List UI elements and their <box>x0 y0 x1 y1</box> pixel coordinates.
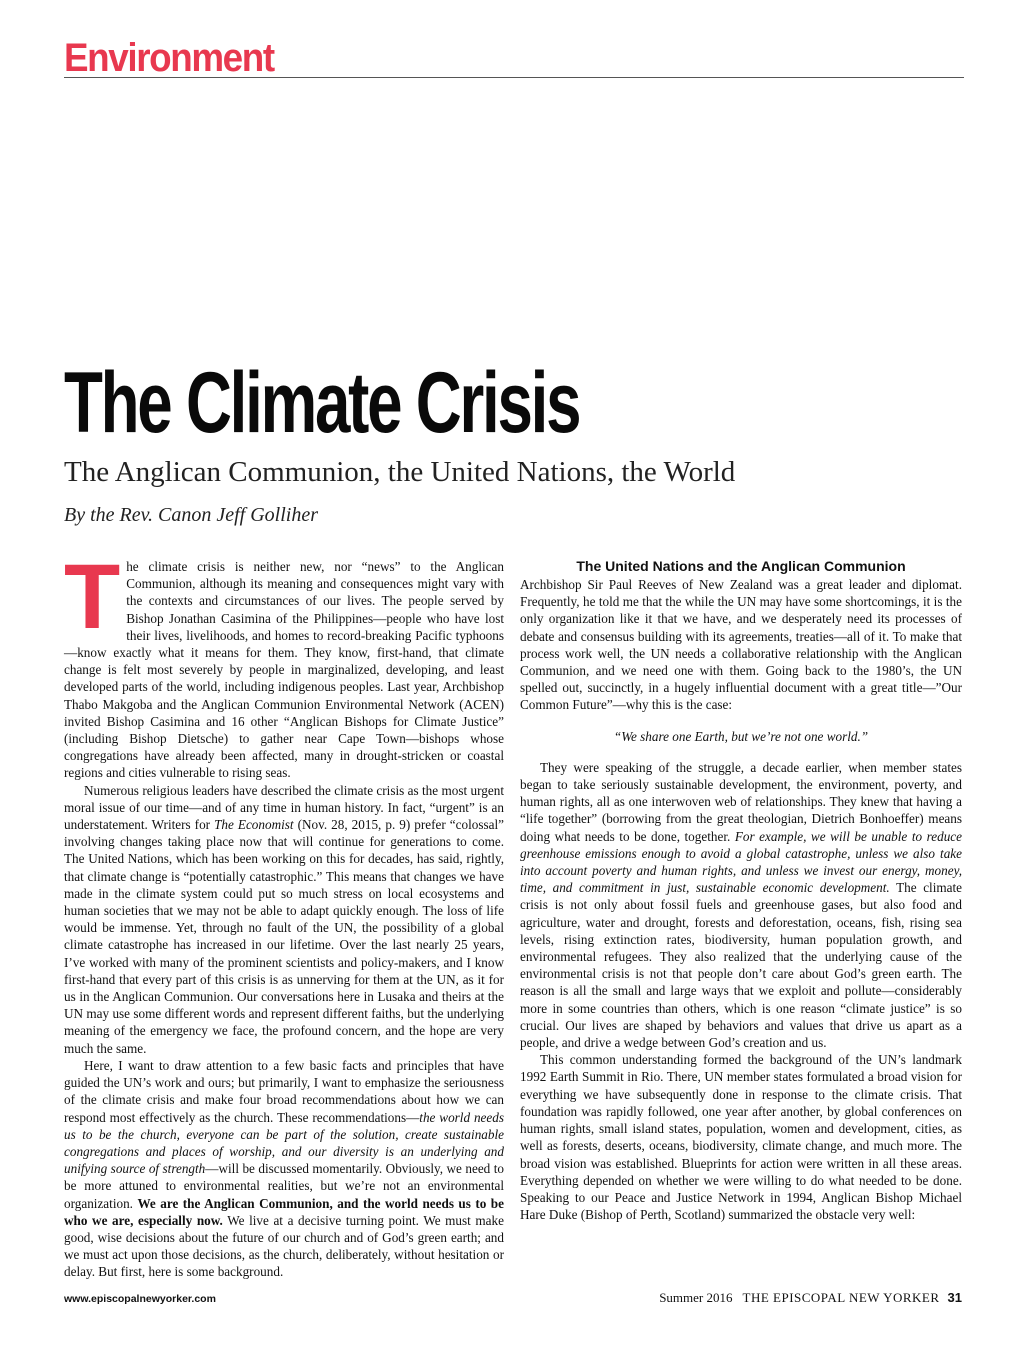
paragraph-struggle-text-b: The climate crisis is not only about fossil fuels and greenhouse gases, but also food and agriculture, water and drought, forests and deforestation, oceans, fish, rising sea levels, rising extinction rates, biodiversity, human population growth, and environmental refugees. They also realized that the underlying cause of the environmental crisis is not that people don’t care about God’s green earth. The reason is all the small and large ways that we exploit and pollute—considerably more in some countries than others, which is one reason “climate justice” is so crucial. Our lives are shaped by behaviors and values that drive us apart as a people, and drive a wedge between God’s creation and us. <box>520 880 963 1051</box>
right-column <box>520 558 962 1223</box>
paragraph-struggle-text-a: They were speaking of the struggle, a decade earlier, when member states began to take seriously sustainable development, the environment, poverty, and human rights, all as one interwoven web of relationships. They knew that having a “life together” (borrowing from the great theologian, Dietrich Bonhoeffer) means doing what needs to be done, together. <box>520 759 962 844</box>
footer-publication: THE EPISCOPAL NEW YORKER <box>742 1290 940 1305</box>
paragraph-recommendations <box>64 1057 504 1281</box>
drop-cap: T <box>64 546 121 648</box>
article-title: The Climate Crisis <box>64 355 580 451</box>
article-byline: By the Rev. Canon Jeff Golliher <box>64 504 318 526</box>
footer-url: www.episcopalnewyorker.com <box>64 1293 216 1305</box>
footer-info <box>659 1290 962 1306</box>
paragraph-urgency-text-a: Numerous religious leaders have described the climate crisis as the most urgent moral issue of our time—and of any time in human history. In fact, “urgent” is an understatement. Writers for <box>64 782 504 833</box>
paragraph-struggle <box>520 759 962 1051</box>
paragraph-intro <box>64 546 504 782</box>
paragraph-earth-summit: This common understanding formed the background of the UN’s landmark 1992 Earth Summit in Rio. There, UN member states formulated a broad vision for everything we have subsequently done in response to the climate crisis. That foundation was rapidly followed, one year after another, by global conferences on human rights, small island states, population, women and development, cities, as well as forests, deserts, oceans, biodiversity, climate change, and much more. The broad vision was established. Blueprints for action were written in all these areas. Everything depended on whether we were willing to do what needed to be done. Speaking to our Peace and Justice Network in 1994, Anglican Bishop Michael Hare Duke (Bishop of Perth, Scotland) summarized the obstacle very well: <box>520 1052 962 1223</box>
article-subtitle: The Anglican Communion, the United Nations, the World <box>64 456 736 488</box>
paragraph-intro-text: he climate crisis is neither new, nor “news” to the Anglican Communion, although its meaning and consequences might vary with the contexts and circumstances of our lives. The people served by Bishop Jonathan Casimina of the Philippines—people who have lost their lives, livelihoods, and homes to record-breaking Pacific typhoons—know exactly what it means for them. They know, first-hand, that climate change is felt most severely by people in marginalized, developing, and least developed parts of the world, including indigenous peoples. Last year, Archbishop Thabo Makgoba and the Anglican Communion Environmental Network (ACEN) invited Bishop Casimina and 16 other “Anglican Bishops for Climate Justice” (including Bishop Dietsche) to gather near Cape Town—bishops whose congregations have already been affected, many in drought-stricken or coastal regions and cities vulnerable to rising seas. <box>64 559 504 781</box>
recommendations-bold: We are the Anglican Communion, and the world needs us to be who we are, especially now. <box>64 1195 504 1228</box>
page-number: 31 <box>947 1290 962 1305</box>
paragraph-reeves: Archbishop Sir Paul Reeves of New Zealand was a great leader and diplomat. Frequently, he told me that the while the UN may have some shortcomings, it is the only organization like it that we have, and we desperately need its processes of debate and consensus building with its agreements, treaties—all of it. To make that process work well, the UN needs a collaborative relationship with the Anglican Communion, and we need one with them. Going back to the 1980’s, the UN spelled out, succinctly, in a hugely influential document with a great title—”Our Common Future”—why this is the case: <box>520 577 962 713</box>
paragraph-recommendations-text-b: —will be discussed momentarily. Obviously, we need to be more attuned to environmental realities, but we’re not an environmental organization. <box>64 1161 504 1211</box>
footer-issue: Summer 2016 <box>659 1290 733 1305</box>
paragraph-urgency-text-b: (Nov. 28, 2015, p. 9) prefer “colossal” involving changes taking place now that will continue for generations to come. The United Nations, which has been working on this for decades, has said, rightly, that climate change is “potentially catastrophic.” This means that changes we have made in the climate system could put so much stress on local ecosystems and human societies that we may not be able to adapt quickly enough. The loss of life would be immense. Yet, through no fault of the UN, the possibility of a global climate catastrophe has increased in our lifetime. Over the last nearly 25 years, I’ve worked with many of the prominent scientists and policy-makers, and I know first-hand that every part of this crisis is as unnerving for them at the UN, as it for us in the Anglican Communion. Our conversations here in Lusaka and theirs at the UN may use some different words and represent different faiths, but the underlying meaning of the emergency we face, the profound concern, and the hope are very much the same. <box>64 817 504 1056</box>
section-heading: Environment <box>64 36 274 80</box>
left-column <box>64 546 504 1281</box>
section-subhead: The United Nations and the Anglican Communion <box>576 558 906 574</box>
recommendations-italic: the world needs us to be the church, everyone can be part of the solution, create sustainable congregations and places of worship, and our diversity is an underlying and unifying source of strength <box>64 1109 504 1177</box>
header-rule <box>64 77 964 78</box>
paragraph-recommendations-text-a: Here, I want to draw attention to a few basic facts and principles that have guided the UN’s work and ours; but primarily, I want to emphasize the seriousness of the climate crisis and make four broad recommendations about how we can respond most effectively as the church. These recommendations— <box>64 1057 504 1125</box>
paragraph-urgency <box>64 782 504 1057</box>
paragraph-recommendations-text-c: We live at a decisive turning point. We must make good, wise decisions about the future of our church and of God’s green earth; and we must act upon those decisions, as the church, deliberately, without hesitation or delay. But first, here is some background. <box>64 1212 504 1280</box>
struggle-italic: For example, we will be unable to reduce greenhouse emissions enough to avoid a global catastrophe, unless we also take into account poverty and human rights, and unless we invest our energy, money, time, and commitment in just, sustainable economic development. <box>520 828 962 896</box>
pull-quote: “We share one Earth, but we’re not one world.” <box>613 728 869 744</box>
economist-title: The Economist <box>214 817 294 833</box>
